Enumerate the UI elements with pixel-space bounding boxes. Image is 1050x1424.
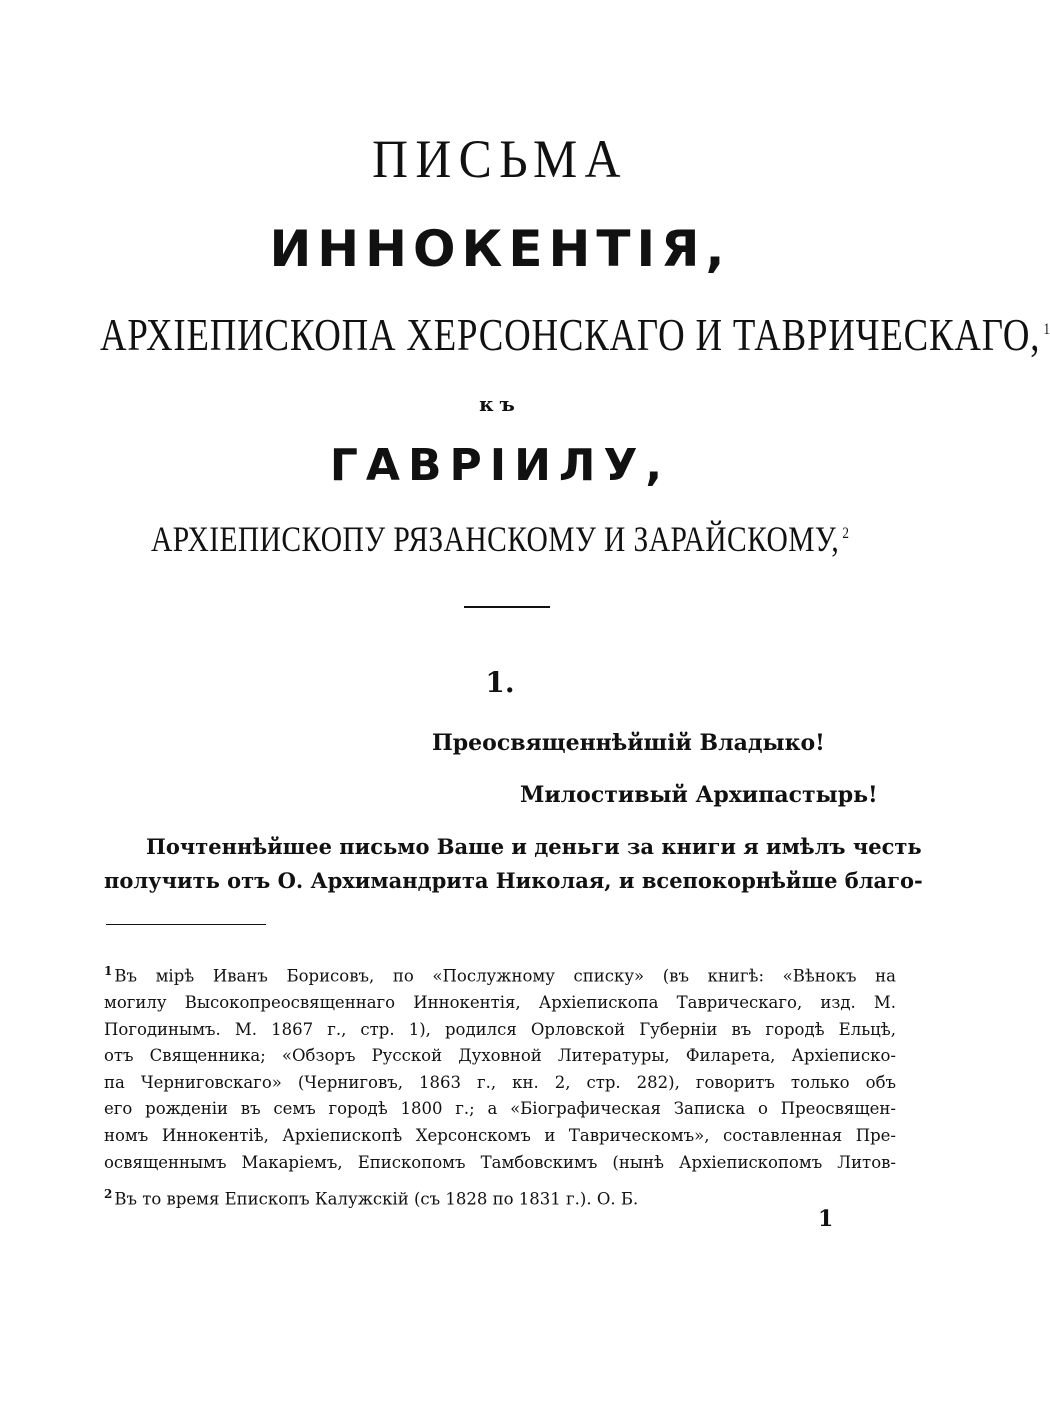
footnote-1-line: па Черниговскаго» (Черниговъ, 1863 г., кн. 2, стр. 282), говоритъ только объ: [104, 1072, 896, 1092]
footnote-1-line: освященнымъ Макаріемъ, Епископомъ Тамбовскимъ (нынѣ Архіепископомъ Литов-: [104, 1152, 896, 1172]
title-line-archbishop-kherson: [100, 308, 1050, 361]
title-line-archbishop-ryazan: [90, 518, 910, 560]
footnote-1: [104, 958, 896, 1176]
title-divider: [464, 606, 550, 608]
footnote-1-line: могилу Высокопреосвященнаго Иннокентія, Архіепископа Таврическаго, изд. М.: [104, 993, 896, 1013]
title-line-archbishop-ryazan-text: АРХІЕПИСКОПУ РЯЗАНСКОМУ И ЗАРАЙСКОМУ,: [151, 519, 840, 559]
footnote-1-line: отъ Священника; «Обзоръ Русской Духовной Литературы, Филарета, Архіеписко-: [104, 1046, 896, 1066]
page-number: 1: [818, 1206, 834, 1232]
title-line-gavriil: ГАВРІИЛУ,: [329, 440, 671, 491]
footnote-2-marker: 2: [104, 1187, 113, 1201]
footnote-1-line: его рожденіи въ семъ городѣ 1800 г.; а «Біографическая Записка о Преосвящен-: [104, 1099, 896, 1119]
footnote-2-line: [104, 1181, 896, 1213]
letter-number: 1.: [485, 666, 515, 699]
salutation-1: Преосвященнѣйшій Владыко!: [432, 730, 825, 756]
footnote-1-line: номъ Иннокентіѣ, Архіепископѣ Херсонскомъ и Таврическомъ», составленная Пре-: [104, 1126, 896, 1146]
body-line-2: получить отъ О. Архимандрита Николая, и всепокорнѣйше благо-: [104, 868, 923, 893]
footnote-ref-2: 2: [842, 525, 849, 542]
footnote-ref-1: 1: [1043, 320, 1050, 338]
footnote-1-line: [104, 958, 896, 990]
body-line-1: Почтеннѣйшее письмо Ваше и деньги за книги я имѣлъ честь: [146, 834, 922, 859]
title-line-to: къ: [479, 392, 521, 416]
title-line-letters: ПИСЬМА: [372, 129, 628, 189]
footnote-1-line-text: Въ мірѣ Иванъ Борисовъ, по «Послужному списку» (въ книгѣ: «Вѣнокъ на: [114, 966, 896, 986]
footnote-divider: [106, 924, 266, 925]
salutation-2: Милостивый Архипастырь!: [520, 782, 878, 808]
footnote-2-line-text: Въ то время Епископъ Калужскій (съ 1828 по 1831 г.). О. Б.: [114, 1189, 639, 1209]
footnote-1-marker: 1: [104, 964, 113, 978]
footnote-1-line: Погодинымъ. М. 1867 г., стр. 1), родился Орловской Губерніи въ городѣ Ельцѣ,: [104, 1019, 896, 1039]
title-line-archbishop-kherson-text: АРХІЕПИСКОПА ХЕРСОНСКАГО И ТАВРИЧЕСКАГО,: [100, 309, 1041, 360]
title-line-innocent: ИННОКЕНТІЯ,: [269, 220, 731, 278]
footnote-2: [104, 1181, 896, 1213]
